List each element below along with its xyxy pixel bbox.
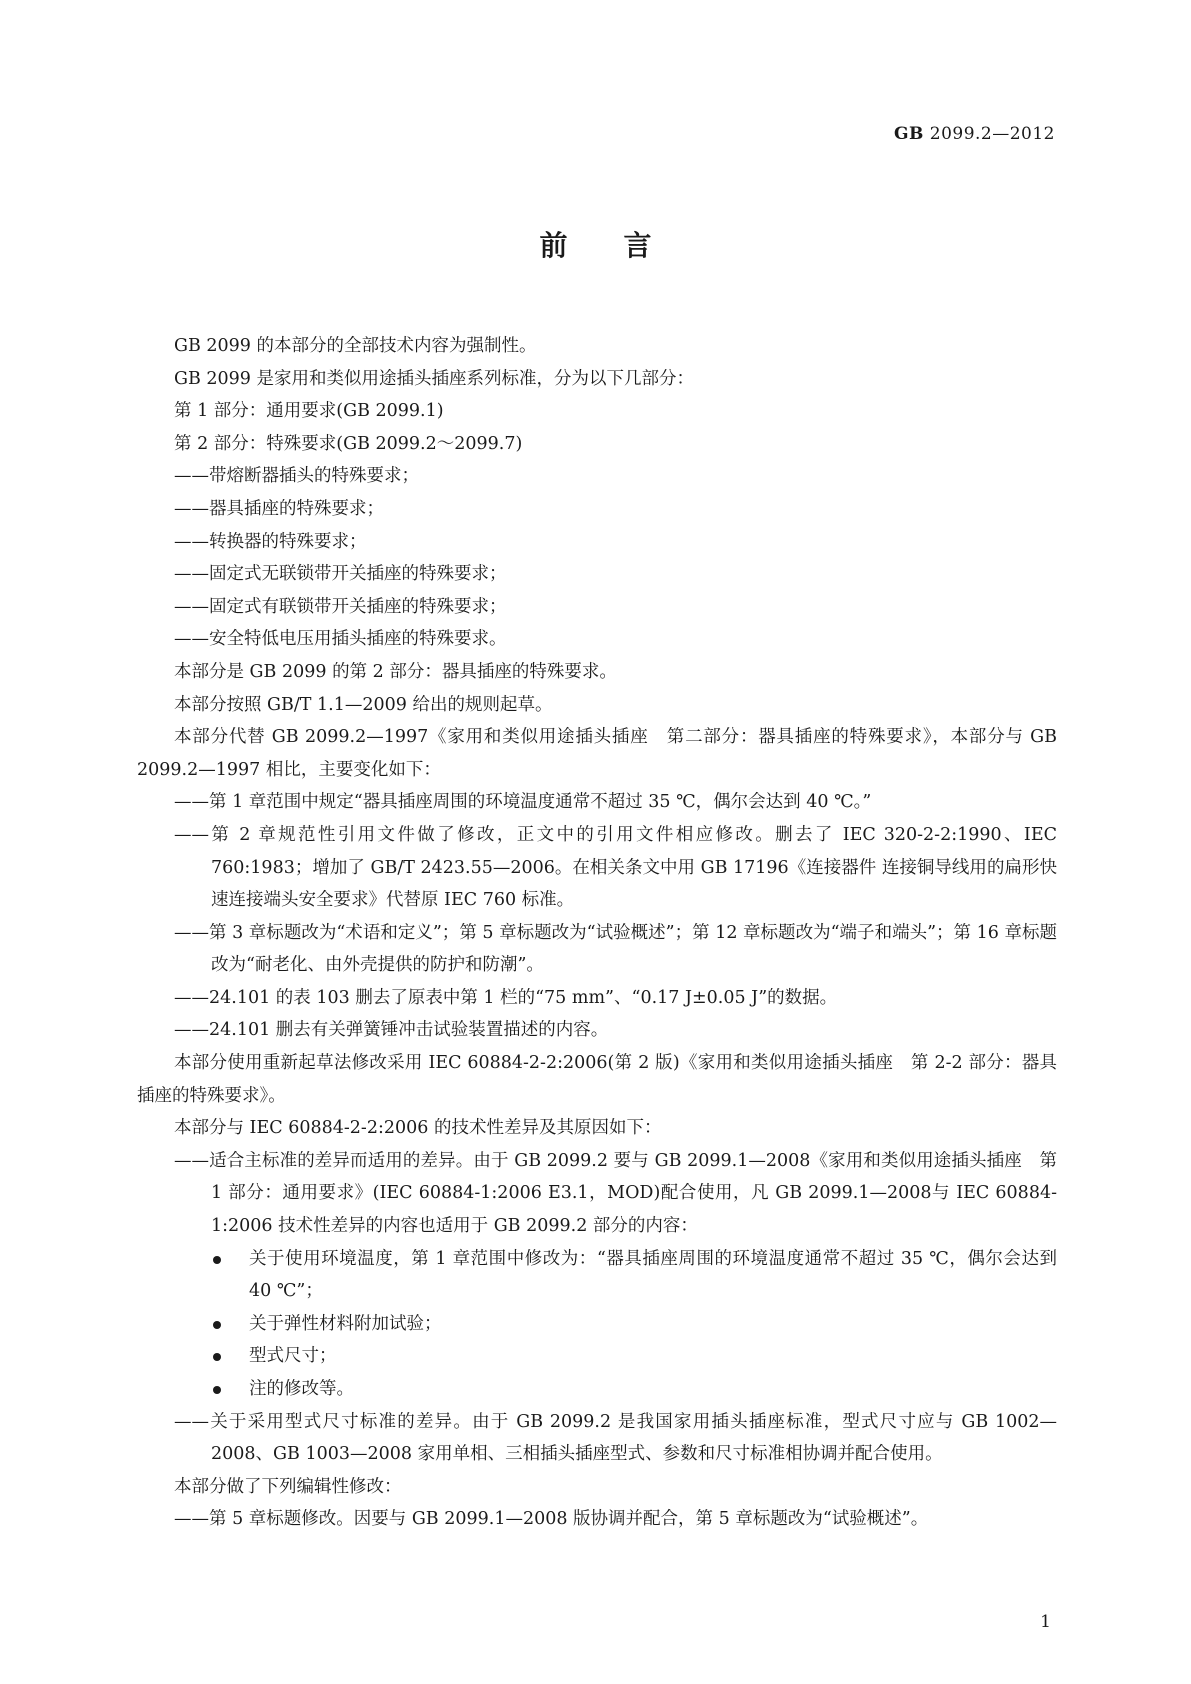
standard-prefix: GB [893, 124, 924, 144]
paragraph: 第 2 部分：特殊要求(GB 2099.2～2099.7) [174, 433, 523, 454]
paragraph: 本部分使用重新起草法修改采用 IEC 60884-2-2:2006(第 2 版)《家用和类似用途插头插座 第 2-2 部分：器具插座的特殊要求》。 [137, 1053, 1057, 1106]
paragraph: GB 2099 是家用和类似用途插头插座系列标准，分为以下几部分： [174, 368, 694, 389]
list-item: ——第 1 章范围中规定“器具插座周围的环境温度通常不超过 35 ℃，偶尔会达到 40 ℃。” [174, 792, 872, 813]
foreword-body [137, 330, 1057, 1536]
list-item: ——器具插座的特殊要求； [174, 498, 384, 519]
list-item: ——24.101 删去有关弹簧锤冲击试验装置描述的内容。 [174, 1020, 609, 1041]
bullet-icon [213, 1353, 221, 1361]
page-title: 前言 [539, 229, 708, 262]
paragraph: 本部分与 IEC 60884-2-2:2006 的技术性差异及其原因如下： [174, 1118, 662, 1139]
bullet-text: 注的修改等。 [249, 1379, 354, 1399]
list-item: ——第 5 章标题修改。因要与 GB 2099.1—2008 版协调并配合，第 5 章标题改为“试验概述”。 [174, 1509, 929, 1530]
list-item: ——转换器的特殊要求； [174, 531, 367, 552]
list-item: ——适合主标准的差异而适用的差异。由于 GB 2099.2 要与 GB 2099.1—2008《家用和类似用途插头插座 第 1 部分：通用要求》(IEC 60884-1:2006 E3.1，MOD)配合使用，凡 GB 2099.1—2008与 IEC 60884-1:2006 技术性差异的内容也适用于 GB 2099.2 部分的内容： [174, 1150, 1057, 1237]
bullet-item [137, 1308, 1057, 1341]
bullet-icon [213, 1321, 221, 1329]
list-item: ——安全特低电压用插头插座的特殊要求。 [174, 629, 507, 650]
list-item: ——关于采用型式尺寸标准的差异。由于 GB 2099.2 是我国家用插头插座标准，型式尺寸应与 GB 1002—2008、GB 1003—2008 家用单相、三相插头插座型式、参数和尺寸标准相协调并配合使用。 [174, 1411, 1057, 1465]
list-item: ——带熔断器插头的特殊要求； [174, 466, 419, 487]
list-item: ——固定式有联锁带开关插座的特殊要求； [174, 596, 507, 617]
bullet-icon [213, 1386, 221, 1394]
paragraph: 第 1 部分：通用要求(GB 2099.1) [174, 401, 444, 422]
list-item: ——固定式无联锁带开关插座的特殊要求； [174, 564, 507, 585]
bullet-text: 关于弹性材料附加试验； [249, 1313, 442, 1334]
standard-code [894, 124, 1055, 144]
bullet-text: 关于使用环境温度，第 1 章范围中修改为：“器具插座周围的环境温度通常不超过 35 ℃，偶尔会达到 40 ℃”； [249, 1248, 1057, 1302]
list-item: ——24.101 的表 103 删去了原表中第 1 栏的“75 mm”、“0.17 J±0.05 J”的数据。 [174, 987, 838, 1008]
paragraph: 本部分做了下列编辑性修改： [174, 1476, 402, 1497]
paragraph: 本部分代替 GB 2099.2—1997《家用和类似用途插头插座 第二部分：器具插座的特殊要求》，本部分与 GB 2099.2—1997 相比，主要变化如下： [137, 727, 1057, 780]
paragraph: GB 2099 的本部分的全部技术内容为强制性。 [174, 336, 537, 356]
bullet-icon [213, 1256, 221, 1264]
bullet-item [137, 1243, 1057, 1308]
bullet-item [137, 1340, 1057, 1373]
list-item: ——第 2 章规范性引用文件做了修改，正文中的引用文件相应修改。删去了 IEC 320-2-2:1990、IEC 760:1983；增加了 GB/T 2423.55—2006。在相关条文中用 GB 17196《连接器件 连接铜导线用的扁形快速连接端头安全要求》代替原 IEC 760 标准。 [174, 824, 1057, 911]
list-item: ——第 3 章标题改为“术语和定义”；第 5 章标题改为“试验概述”；第 12 章标题改为“端子和端头”；第 16 章标题改为“耐老化、由外壳提供的防护和防潮”。 [174, 922, 1057, 976]
page-number: 1 [1040, 1612, 1051, 1632]
bullet-text: 型式尺寸； [249, 1346, 337, 1367]
paragraph: 本部分是 GB 2099 的第 2 部分：器具插座的特殊要求。 [174, 661, 617, 682]
paragraph: 本部分按照 GB/T 1.1—2009 给出的规则起草。 [174, 694, 553, 715]
bullet-item [137, 1373, 1057, 1406]
standard-number: 2099.2—2012 [923, 124, 1055, 144]
